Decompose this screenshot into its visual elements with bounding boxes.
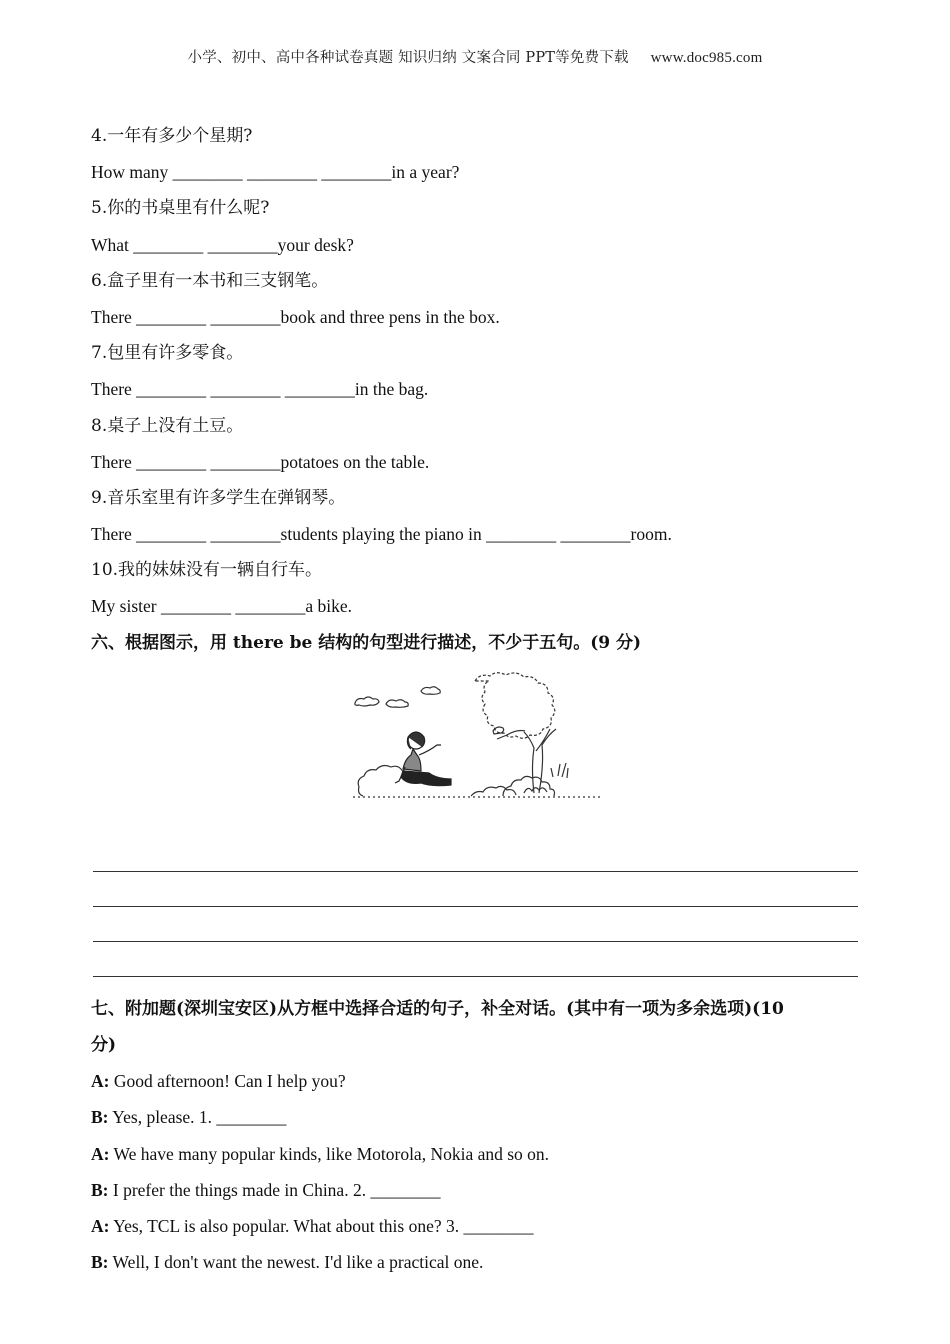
question-6-zh: 6.盒子里有一本书和三支钢笔。 [91, 270, 329, 291]
header-text: 小学、初中、高中各种试卷真题 知识归纳 文案合同 PPT等免费下载 [187, 50, 629, 66]
answer-line[interactable] [93, 907, 858, 942]
worksheet-content [91, 118, 861, 1280]
speaker-label: B: [91, 1179, 109, 1200]
question-5-zh: 5.你的书桌里有什么呢? [91, 198, 270, 219]
question-4-en: How many ________ ________ ________in a year? [91, 162, 460, 183]
dialogue-line [91, 1063, 861, 1099]
speaker-label: A: [91, 1071, 110, 1092]
illustration-drawing [353, 671, 603, 806]
question-5-en: What ________ ________your desk? [91, 234, 354, 255]
header-site: www.doc985.com [650, 50, 763, 66]
girl-and-tree-illustration [353, 671, 603, 806]
speaker-label: A: [91, 1143, 110, 1164]
question-7-zh: 7.包里有许多零食。 [91, 343, 244, 364]
page-header [0, 46, 950, 67]
question-6-en: There ________ ________book and three pens in the box. [91, 306, 500, 327]
dialogue-text: We have many popular kinds, like Motorola, Nokia and so on. [109, 1143, 550, 1164]
dialogue-line [91, 1208, 861, 1244]
answer-line[interactable] [93, 842, 858, 872]
answer-line[interactable] [93, 872, 858, 907]
question-9-zh: 9.音乐室里有许多学生在弹钢琴。 [91, 487, 346, 508]
dialogue-line [91, 1172, 861, 1208]
question-4-zh: 4.一年有多少个星期? [91, 126, 253, 146]
section-7-title-line2: 分) [91, 1035, 117, 1055]
answer-line[interactable] [93, 942, 858, 977]
question-8-en: There ________ ________potatoes on the table. [91, 451, 430, 472]
dialogue-text: Good afternoon! Can I help you? [109, 1071, 346, 1092]
dialogue-line [91, 1244, 861, 1280]
question-10-en: My sister ________ ________a bike. [91, 596, 353, 617]
question-8-zh: 8.桌子上没有土豆。 [91, 415, 244, 436]
question-10-zh: 10.我的妹妹没有一辆自行车。 [91, 560, 323, 581]
speaker-label: A: [91, 1215, 110, 1236]
section-7-title-line1: 七、附加题(深圳宝安区)从方框中选择合适的句子，补全对话。(其中有一项为多余选项)(10 [91, 998, 784, 1019]
dialogue-line [91, 1099, 861, 1135]
section-6-title: 六、根据图示，用 there be 结构的句型进行描述，不少于五句。(9 分) [91, 632, 642, 653]
speaker-label: B: [91, 1252, 109, 1273]
dialogue-text: Yes, please. 1. ________ [108, 1107, 287, 1128]
dialogue-text: Yes, TCL is also popular. What about this one? 3. ________ [109, 1215, 534, 1236]
question-7-en: There ________ ________ ________in the bag. [91, 379, 429, 400]
question-9-en: There ________ ________students playing the piano in ________ ________room. [91, 524, 672, 545]
dialogue-line [91, 1136, 861, 1172]
dialogue-text: I prefer the things made in China. 2. ________ [108, 1179, 441, 1200]
dialogue-text: Well, I don't want the newest. I'd like a practical one. [108, 1252, 484, 1273]
answer-lines [93, 842, 861, 977]
speaker-label: B: [91, 1107, 109, 1128]
